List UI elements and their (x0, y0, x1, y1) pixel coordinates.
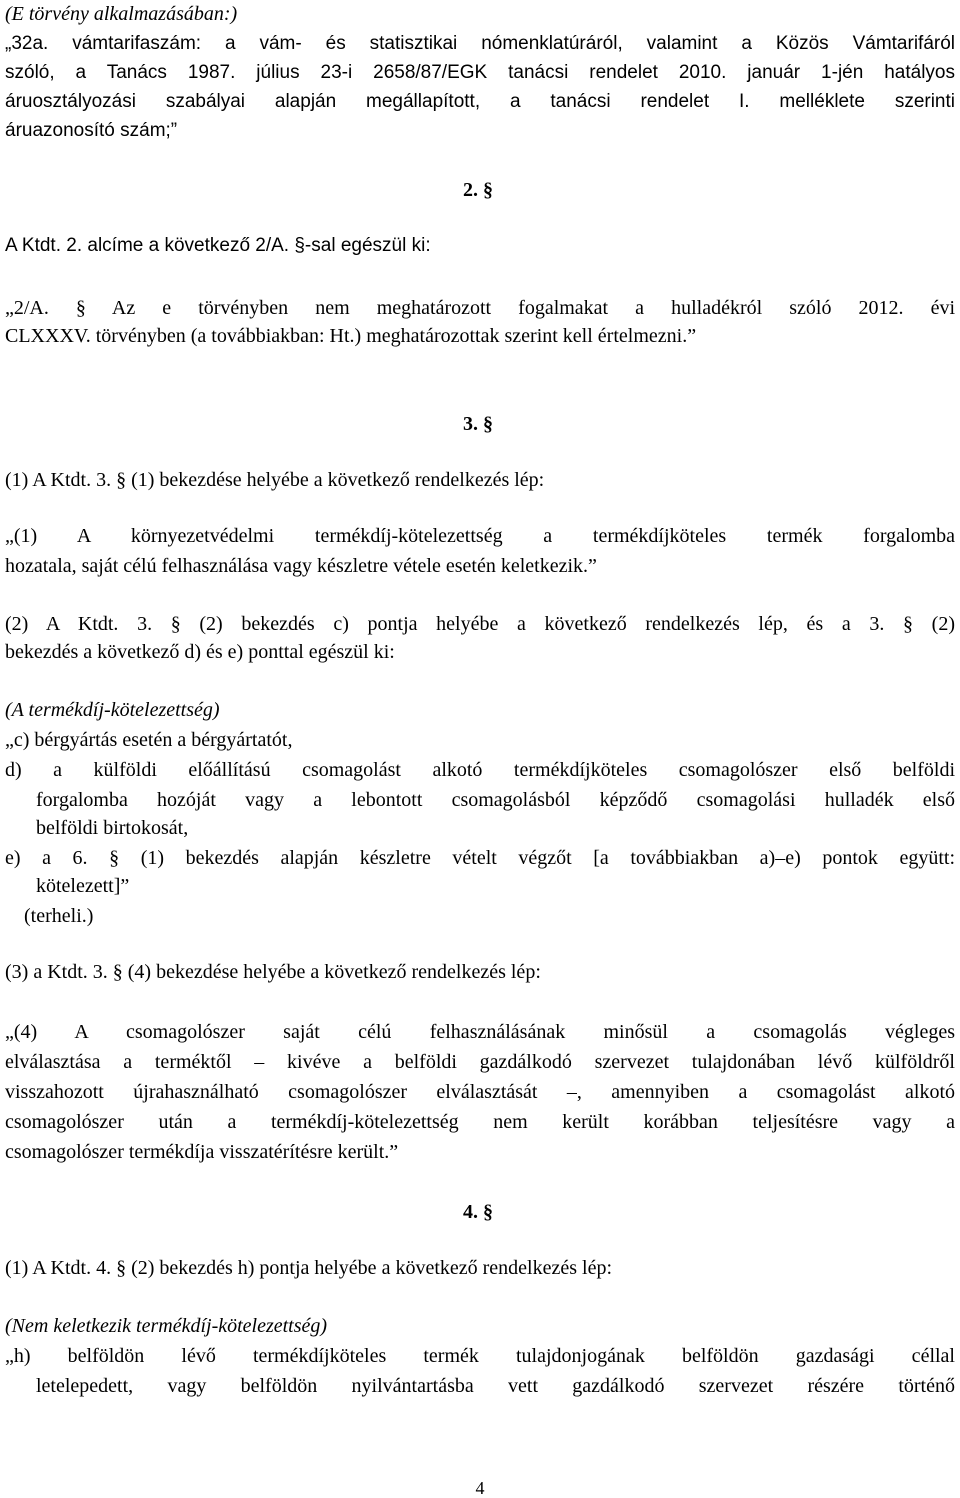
paragraph-line: e) a 6. § (1) bekezdés alapján készletre vételt végzőt [a továbbiakban a)–e) pontok együtt: (5, 847, 955, 869)
page-number: 4 (475, 1478, 485, 1498)
section-heading: 2. § (463, 179, 493, 201)
paragraph-line: (2) A Ktdt. 3. § (2) bekezdés c) pontja helyébe a következő rendelkezés lép, és a 3. § (2) (5, 613, 955, 635)
paragraph-line: hozatala, saját célú felhasználása vagy készletre vétele esetén keletkezik.” (5, 555, 597, 577)
paragraph-line: (terheli.) (24, 905, 94, 927)
paragraph-line: kötelezett]” (36, 875, 130, 897)
paragraph-line: „32a. vámtarifaszám: a vám- és statisztikai nómenklatúráról, valamint a Közös Vámtarifáról (5, 33, 955, 54)
paragraph-line: „c) bérgyártás esetén a bérgyártatót, (5, 729, 293, 751)
paragraph-line: „h) belföldön lévő termékdíjköteles termék tulajdonjogának belföldön gazdasági céllal (5, 1345, 955, 1367)
paragraph-line: szóló, a Tanács 1987. július 23-i 2658/87/EGK tanácsi rendelet 2010. január 1-jén hatályos (5, 62, 955, 83)
section-heading: 3. § (463, 413, 493, 435)
paragraph-line: „2/A. § Az e törvényben nem meghatározott fogalmakat a hulladékról szóló 2012. évi (5, 297, 955, 319)
paragraph-line: forgalomba hozóját vagy a lebontott csomagolásból képződő csomagolási hulladék első (36, 789, 955, 811)
paragraph-line: belföldi birtokosát, (36, 817, 189, 839)
section-heading: 4. § (463, 1201, 493, 1223)
paragraph-line: csomagolószer után a termékdíj-kötelezettség nem került korábban teljesítésre vagy a (5, 1111, 955, 1133)
paragraph-line: elválasztása a terméktől – kivéve a belföldi gazdálkodó szervezet tulajdonában lévő külföldről (5, 1051, 955, 1073)
context-heading: (E törvény alkalmazásában:) (5, 3, 238, 25)
paragraph-line: áruosztályozási szabályai alapján megállapított, a tanácsi rendelet I. melléklete szerinti (5, 91, 955, 112)
paragraph-line: (1) A Ktdt. 3. § (1) bekezdése helyébe a következő rendelkezés lép: (5, 469, 545, 491)
paragraph-line: „(1) A környezetvédelmi termékdíj-kötelezettség a termékdíjköteles termék forgalomba (5, 525, 955, 547)
paragraph-line: CLXXXV. törvényben (a továbbiakban: Ht.) meghatározottak szerint kell értelmezni.” (5, 325, 697, 347)
paragraph-line: A Ktdt. 2. alcíme a következő 2/A. §-sal egészül ki: (5, 235, 431, 256)
paragraph-line: áruazonosító szám;” (5, 120, 178, 141)
paragraph-line: letelepedett, vagy belföldön nyilvántartásba vett gazdálkodó szervezet részére történő (36, 1375, 955, 1397)
paragraph-line: bekezdés a következő d) és e) ponttal egészül ki: (5, 641, 395, 663)
italic-heading: (A termékdíj-kötelezettség) (5, 699, 220, 721)
paragraph-line: csomagolószer termékdíja visszatérítésre került.” (5, 1141, 399, 1163)
italic-heading: (Nem keletkezik termékdíj-kötelezettség) (5, 1315, 328, 1337)
paragraph-line: „(4) A csomagolószer saját célú felhasználásának minősül a csomagolás végleges (5, 1021, 955, 1043)
paragraph-line: (3) a Ktdt. 3. § (4) bekezdése helyébe a következő rendelkezés lép: (5, 961, 541, 983)
paragraph-line: visszahozott újrahasználható csomagolószer elválasztását –, amennyiben a csomagolást alkotó (5, 1081, 955, 1103)
paragraph-line: (1) A Ktdt. 4. § (2) bekezdés h) pontja helyébe a következő rendelkezés lép: (5, 1257, 613, 1279)
paragraph-line: d) a külföldi előállítású csomagolást alkotó termékdíjköteles csomagolószer első belföldi (5, 759, 955, 781)
